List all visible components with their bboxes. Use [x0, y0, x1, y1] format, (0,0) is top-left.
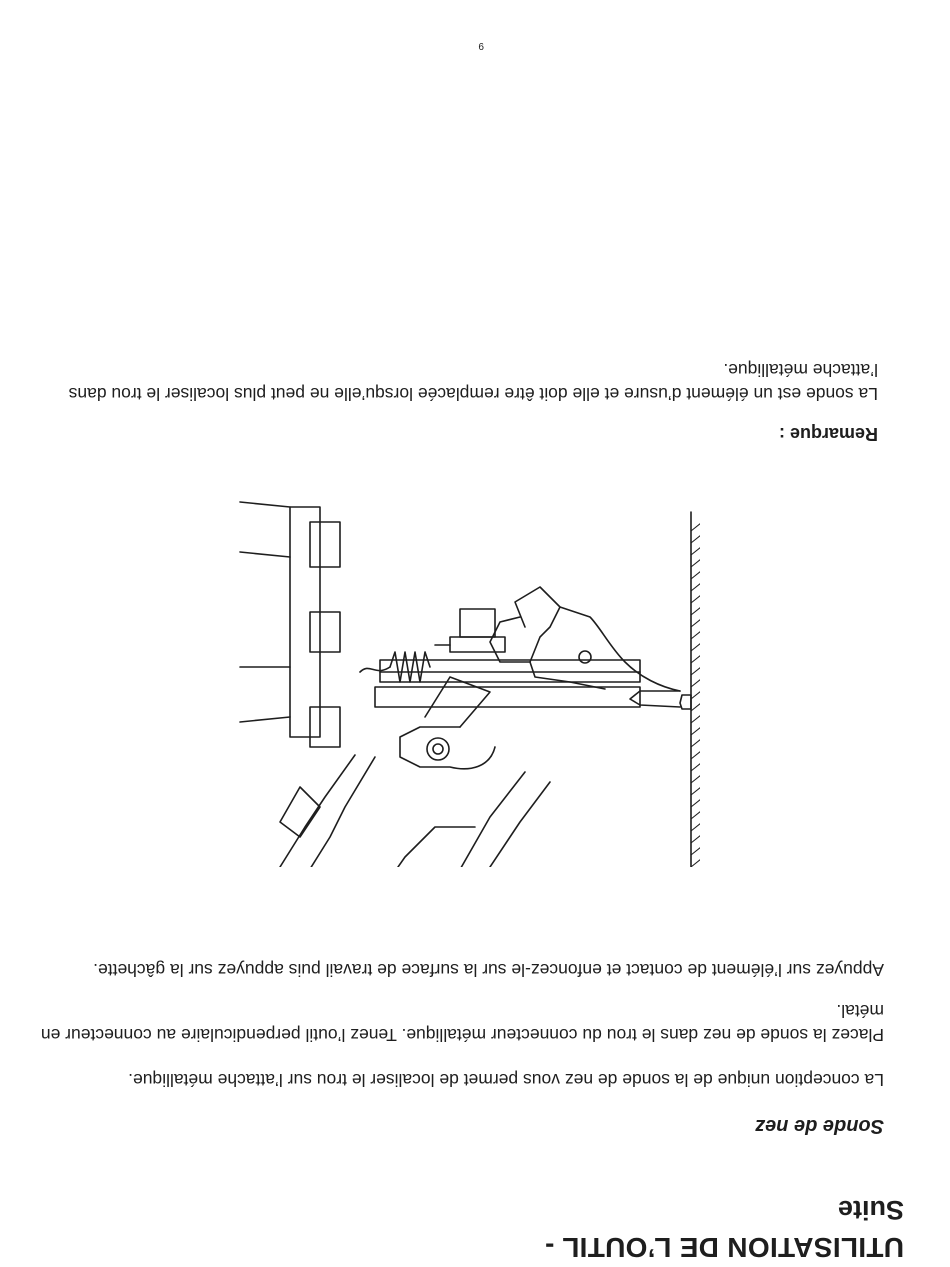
- magazine-arm: [415, 772, 550, 867]
- paragraph-probe-design: La conception unique de la sonde de nez vous permet de localiser le trou sur l’attache métallique.: [128, 1070, 884, 1090]
- spring: [390, 652, 430, 682]
- page-number: 9: [478, 40, 484, 51]
- page-title: UTILISATION DE L’OUTIL -: [544, 1232, 904, 1263]
- cylinder-head: [290, 507, 320, 737]
- nose-probe-diagram: [230, 447, 700, 867]
- contact-element: [530, 607, 680, 691]
- work-surface: [691, 512, 700, 867]
- note-text: La sonde est un élément d’usure et elle doit être remplacée lorsqu’elle ne peut plus localiser le trou dans l’attache métallique.: [68, 360, 878, 404]
- note-label: Remarque :: [778, 424, 878, 444]
- section-heading: Sonde de nez: [755, 1115, 884, 1137]
- paragraph-probe-placement: Placez la sonde de nez dans le trou du connecteur métallique. Tenez l’outil perpendiculaire au connecteur en métal.: [40, 1001, 884, 1045]
- paragraph-trigger: Appuyez sur l’élément de contact et enfoncez-le sur la surface de travail puis appuyez sur la gâchette.: [93, 960, 884, 980]
- page-subtitle: Suite: [837, 1195, 904, 1225]
- adjustment-screw: [450, 637, 505, 652]
- nose-probe-tip: [680, 695, 691, 709]
